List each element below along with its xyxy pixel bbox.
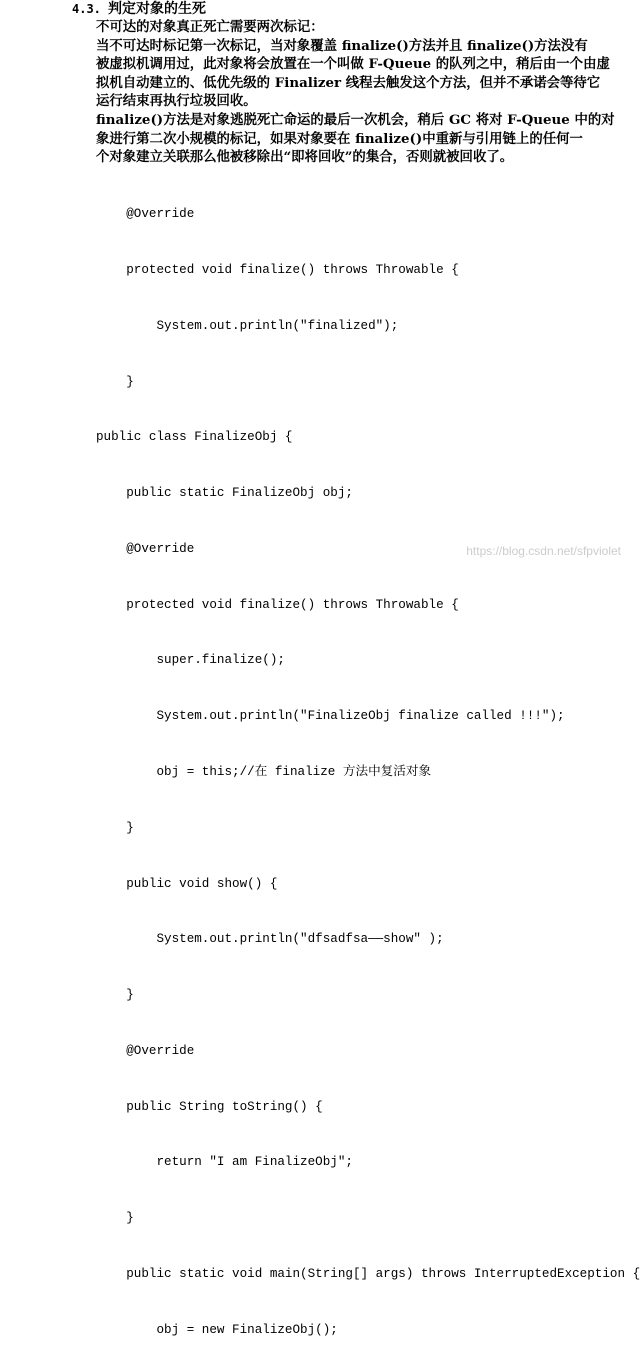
section-number: 4.3. xyxy=(72,2,101,16)
code-line: } xyxy=(96,820,134,835)
watermark-url: https://blog.csdn.net/sfpviolet xyxy=(466,544,621,558)
text-line: 个对象建立关联那么他被移除出“即将回收”的集合，否则就被回收了。 xyxy=(96,149,514,166)
code-line: @Override xyxy=(96,1043,195,1058)
text-line: finalize()方法是对象逃脱死亡命运的最后一次机会，稍后 GC 将对 F-Queue 中的对 xyxy=(96,112,615,128)
code-line: public static void main(String[] args) throws InterruptedException { xyxy=(96,1267,640,1282)
text-line: 运行结束再执行垃圾回收。 xyxy=(96,93,257,110)
code-line: public static FinalizeObj obj; xyxy=(96,486,353,501)
code-block xyxy=(96,168,640,1358)
text-line: 不可达的对象真正死亡需要两次标记： xyxy=(96,19,324,35)
section-title: 判定对象的生死 xyxy=(108,1,206,17)
code-line: @Override xyxy=(96,207,195,222)
code-line: System.out.println("FinalizeObj finalize called !!!"); xyxy=(96,709,565,724)
code-line: obj = this;//在 finalize 方法中复活对象 xyxy=(96,765,432,779)
code-line: } xyxy=(96,1211,134,1226)
paragraph-finalize xyxy=(96,111,626,167)
paragraph-two-marks xyxy=(96,18,626,111)
code-line: System.out.println("dfsadfsa——show" ); xyxy=(96,932,444,947)
code-line: System.out.println("finalized"); xyxy=(96,318,399,333)
code-line: protected void finalize() throws Throwable { xyxy=(96,597,459,612)
code-line: } xyxy=(96,374,134,389)
section-heading xyxy=(72,0,206,18)
text-line: 被虚拟机调用过，此对象将会放置在一个叫做 F-Queue 的队列之中，稍后由一个由虚 xyxy=(96,56,610,73)
text-line: 当不可达时标记第一次标记，当对象覆盖 finalize()方法并且 finalize()方法没有 xyxy=(96,37,588,54)
code-line: @Override xyxy=(96,541,195,556)
code-line: public String toString() { xyxy=(96,1099,323,1114)
code-line: return "I am FinalizeObj"; xyxy=(96,1155,353,1170)
code-line: } xyxy=(96,988,134,1003)
text-line: 象进行第二次小规模的标记，如果对象要在 finalize()中重新与引用链上的任何一 xyxy=(96,130,583,147)
code-line: public void show() { xyxy=(96,876,278,891)
code-line: obj = new FinalizeObj(); xyxy=(96,1322,338,1337)
code-line: public class FinalizeObj { xyxy=(96,430,293,445)
code-line: super.finalize(); xyxy=(96,653,285,668)
code-line: protected void finalize() throws Throwable { xyxy=(96,262,459,277)
text-line: 拟机自动建立的、低优先级的 Finalizer 线程去触发这个方法，但并不承诺会等待它 xyxy=(96,74,601,91)
